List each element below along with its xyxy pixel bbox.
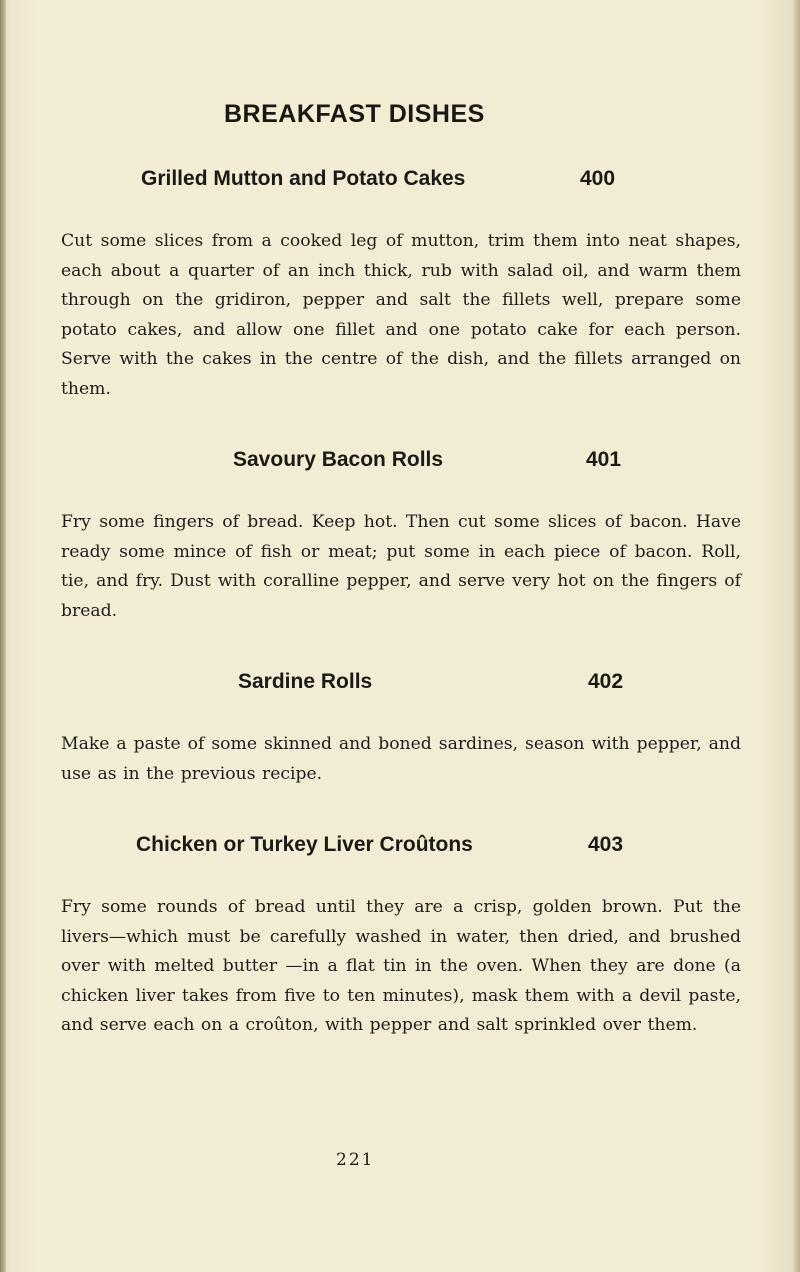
recipe-title: Savoury Bacon Rolls xyxy=(233,448,444,471)
recipe-403 xyxy=(61,833,741,1041)
recipe-body: Make a paste of some skinned and boned sardines, season with pepper, and use as in the previous recipe. xyxy=(61,734,741,784)
recipe-heading xyxy=(61,670,741,700)
page-right-edge xyxy=(794,0,800,1272)
recipe-400 xyxy=(61,167,741,404)
recipe-402 xyxy=(61,670,741,789)
recipe-title: Grilled Mutton and Potato Cakes xyxy=(141,167,466,190)
recipe-401 xyxy=(61,448,741,626)
recipe-title: Sardine Rolls xyxy=(238,670,373,693)
recipe-body: Fry some fingers of bread. Keep hot. Then cut some slices of bacon. Have ready some mince of fish or meat; put some in each piece of bacon. Roll, tie, and fry. Dust with coralline pepper, and serve very hot on the fingers of bread. xyxy=(61,512,741,621)
recipe-number: 400 xyxy=(580,167,616,190)
recipe-number: 403 xyxy=(588,833,624,856)
recipe-number: 402 xyxy=(588,670,624,693)
recipe-heading xyxy=(61,448,741,478)
recipe-body: Fry some rounds of bread until they are a crisp, golden brown. Put the livers—which must be carefully washed in water, then dried, and brushed over with melted butter —in a flat tin in the oven. When they are done (a chicken liver takes from five to ten minutes), mask them with a devil paste, and serve each on a croûton, with pepper and salt sprinkled over them. xyxy=(61,897,741,1035)
recipe-title: Chicken or Turkey Liver Croûtons xyxy=(136,833,473,856)
recipe-heading xyxy=(61,833,741,863)
running-head: BREAKFAST DISHES xyxy=(224,100,485,128)
page-left-edge xyxy=(0,0,6,1272)
recipe-body: Cut some slices from a cooked leg of mutton, trim them into neat shapes, each about a quarter of an inch thick, rub with salad oil, and warm them through on the gridiron, pepper and salt the fillets well, prepare some potato cakes, and allow one fillet and one potato cake for each person. Serve with the cakes in the centre of the dish, and the fillets arranged on them. xyxy=(61,231,741,399)
recipe-number: 401 xyxy=(586,448,622,471)
page-number: 221 xyxy=(336,1150,375,1170)
recipe-heading xyxy=(61,167,741,197)
